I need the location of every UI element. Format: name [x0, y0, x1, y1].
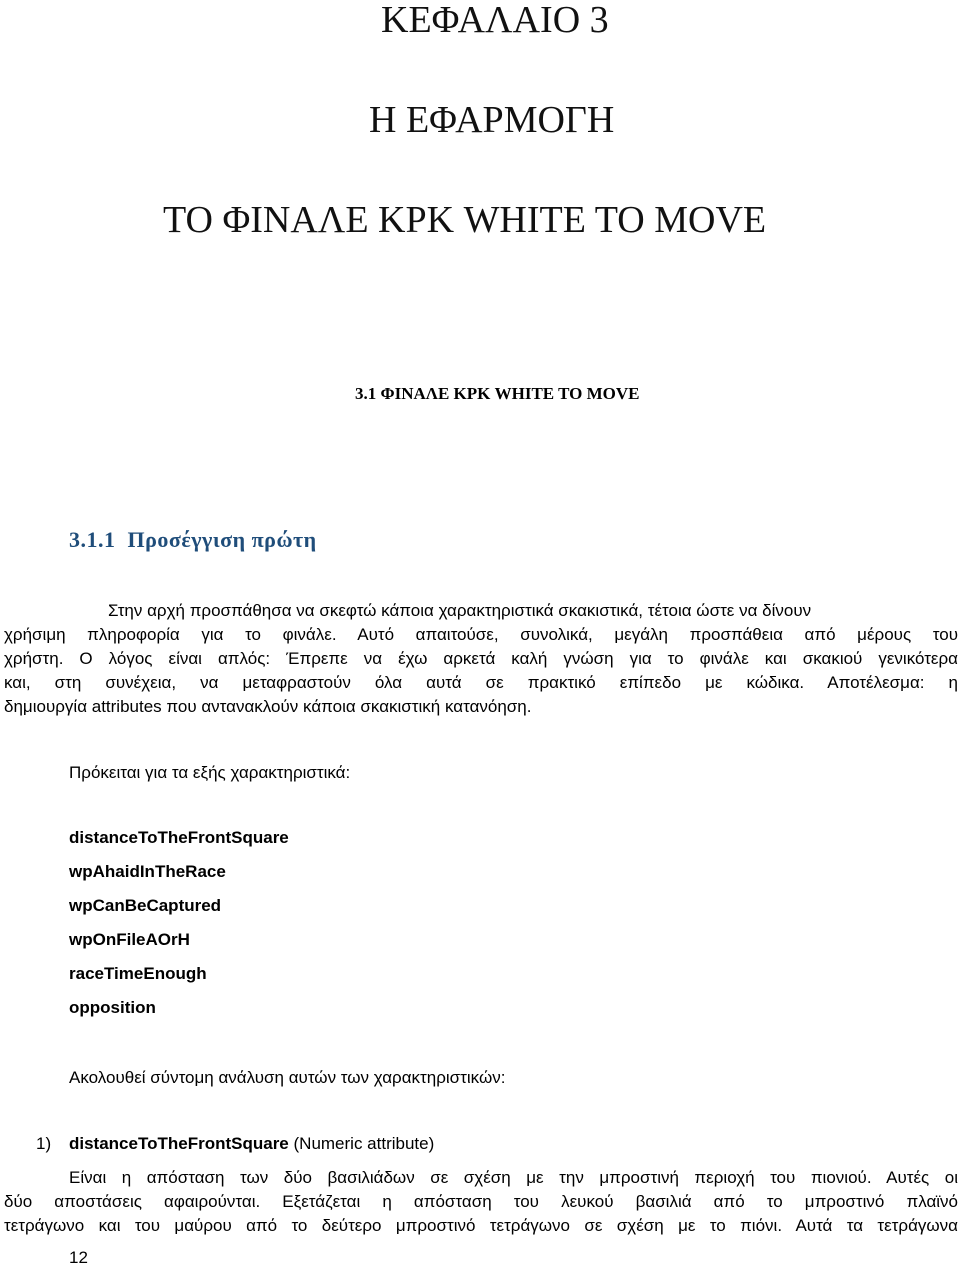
intro-line: χρήστη. Ο λόγος είναι απλός: Έπρεπε να έχω αρκετά καλή γνώση για το φινάλε και σκακιού γενικότερα [4, 649, 958, 668]
list-intro: Πρόκειται για τα εξής χαρακτηριστικά: [69, 763, 351, 782]
attribute-item: wpOnFileAOrH [69, 930, 190, 949]
chapter-number: ΚΕΦΑΛΑΙΟ 3 [381, 0, 609, 41]
item-attribute-type: (Numeric attribute) [293, 1134, 435, 1153]
chapter-subtitle: Η ΕΦΑΡΜΟΓΗ [369, 99, 615, 141]
item-description-line: δύο αποστάσεις αφαιρούνται. Εξετάζεται η απόσταση του λευκού βασιλιά από το μπροστινό πλαϊνό [4, 1192, 958, 1211]
intro-line: χρήσιμη πληροφορία για το φινάλε. Αυτό απαιτούσε, συνολικά, μεγάλη προσπάθεια από μέρους του [4, 625, 958, 644]
attribute-item: wpAhaidInTheRace [69, 862, 226, 881]
chapter-title: ΤΟ ΦΙΝΑΛΕ ΚΡΚ WHITE TO MOVE [163, 199, 767, 241]
item-attribute-name: distanceToTheFrontSquare [69, 1134, 289, 1153]
attribute-item: distanceToTheFrontSquare [69, 828, 289, 847]
page-number: 12 [69, 1248, 88, 1267]
item-description-line: Είναι η απόσταση των δύο βασιλιάδων σε σχέση με την μπροστινή περιοχή του πιονιού. Αυτές οι [69, 1168, 958, 1187]
intro-line: Στην αρχή προσπάθησα να σκεφτώ κάποια χαρακτηριστικά σκακιστικά, τέτοια ώστε να δίνουν [108, 601, 812, 620]
analysis-intro: Ακολουθεί σύντομη ανάλυση αυτών των χαρακτηριστικών: [69, 1068, 506, 1087]
subsection-title: Προσέγγιση πρώτη [127, 527, 317, 552]
item-number: 1) [36, 1134, 52, 1153]
attribute-item: wpCanBeCaptured [69, 896, 222, 915]
section-heading [355, 384, 639, 404]
intro-line: και, στη συνέχεια, να μεταφραστούν όλα αυτά σε πρακτικό επίπεδο με κώδικα. Αποτέλεσμα: η [4, 673, 958, 692]
section-title: ΦΙΝΑΛΕ ΚΡΚ WHITE TO MOVE [380, 384, 640, 403]
subsection-heading [69, 528, 317, 552]
attribute-item: raceTimeEnough [69, 964, 207, 983]
intro-line: δημιουργία attributes που αντανακλούν κάποια σκακιστική κατανόηση. [4, 697, 532, 716]
attribute-item: opposition [69, 998, 156, 1017]
item-heading [69, 1134, 434, 1154]
item-description-line: τετράγωνο και του μαύρου από το δεύτερο μπροστινό τετράγωνο σε σχέση με το πιόνι. Αυτά τα τετράγωνα [4, 1216, 958, 1235]
subsection-number: 3.1.1 [69, 527, 116, 552]
section-number: 3.1 [355, 384, 377, 403]
